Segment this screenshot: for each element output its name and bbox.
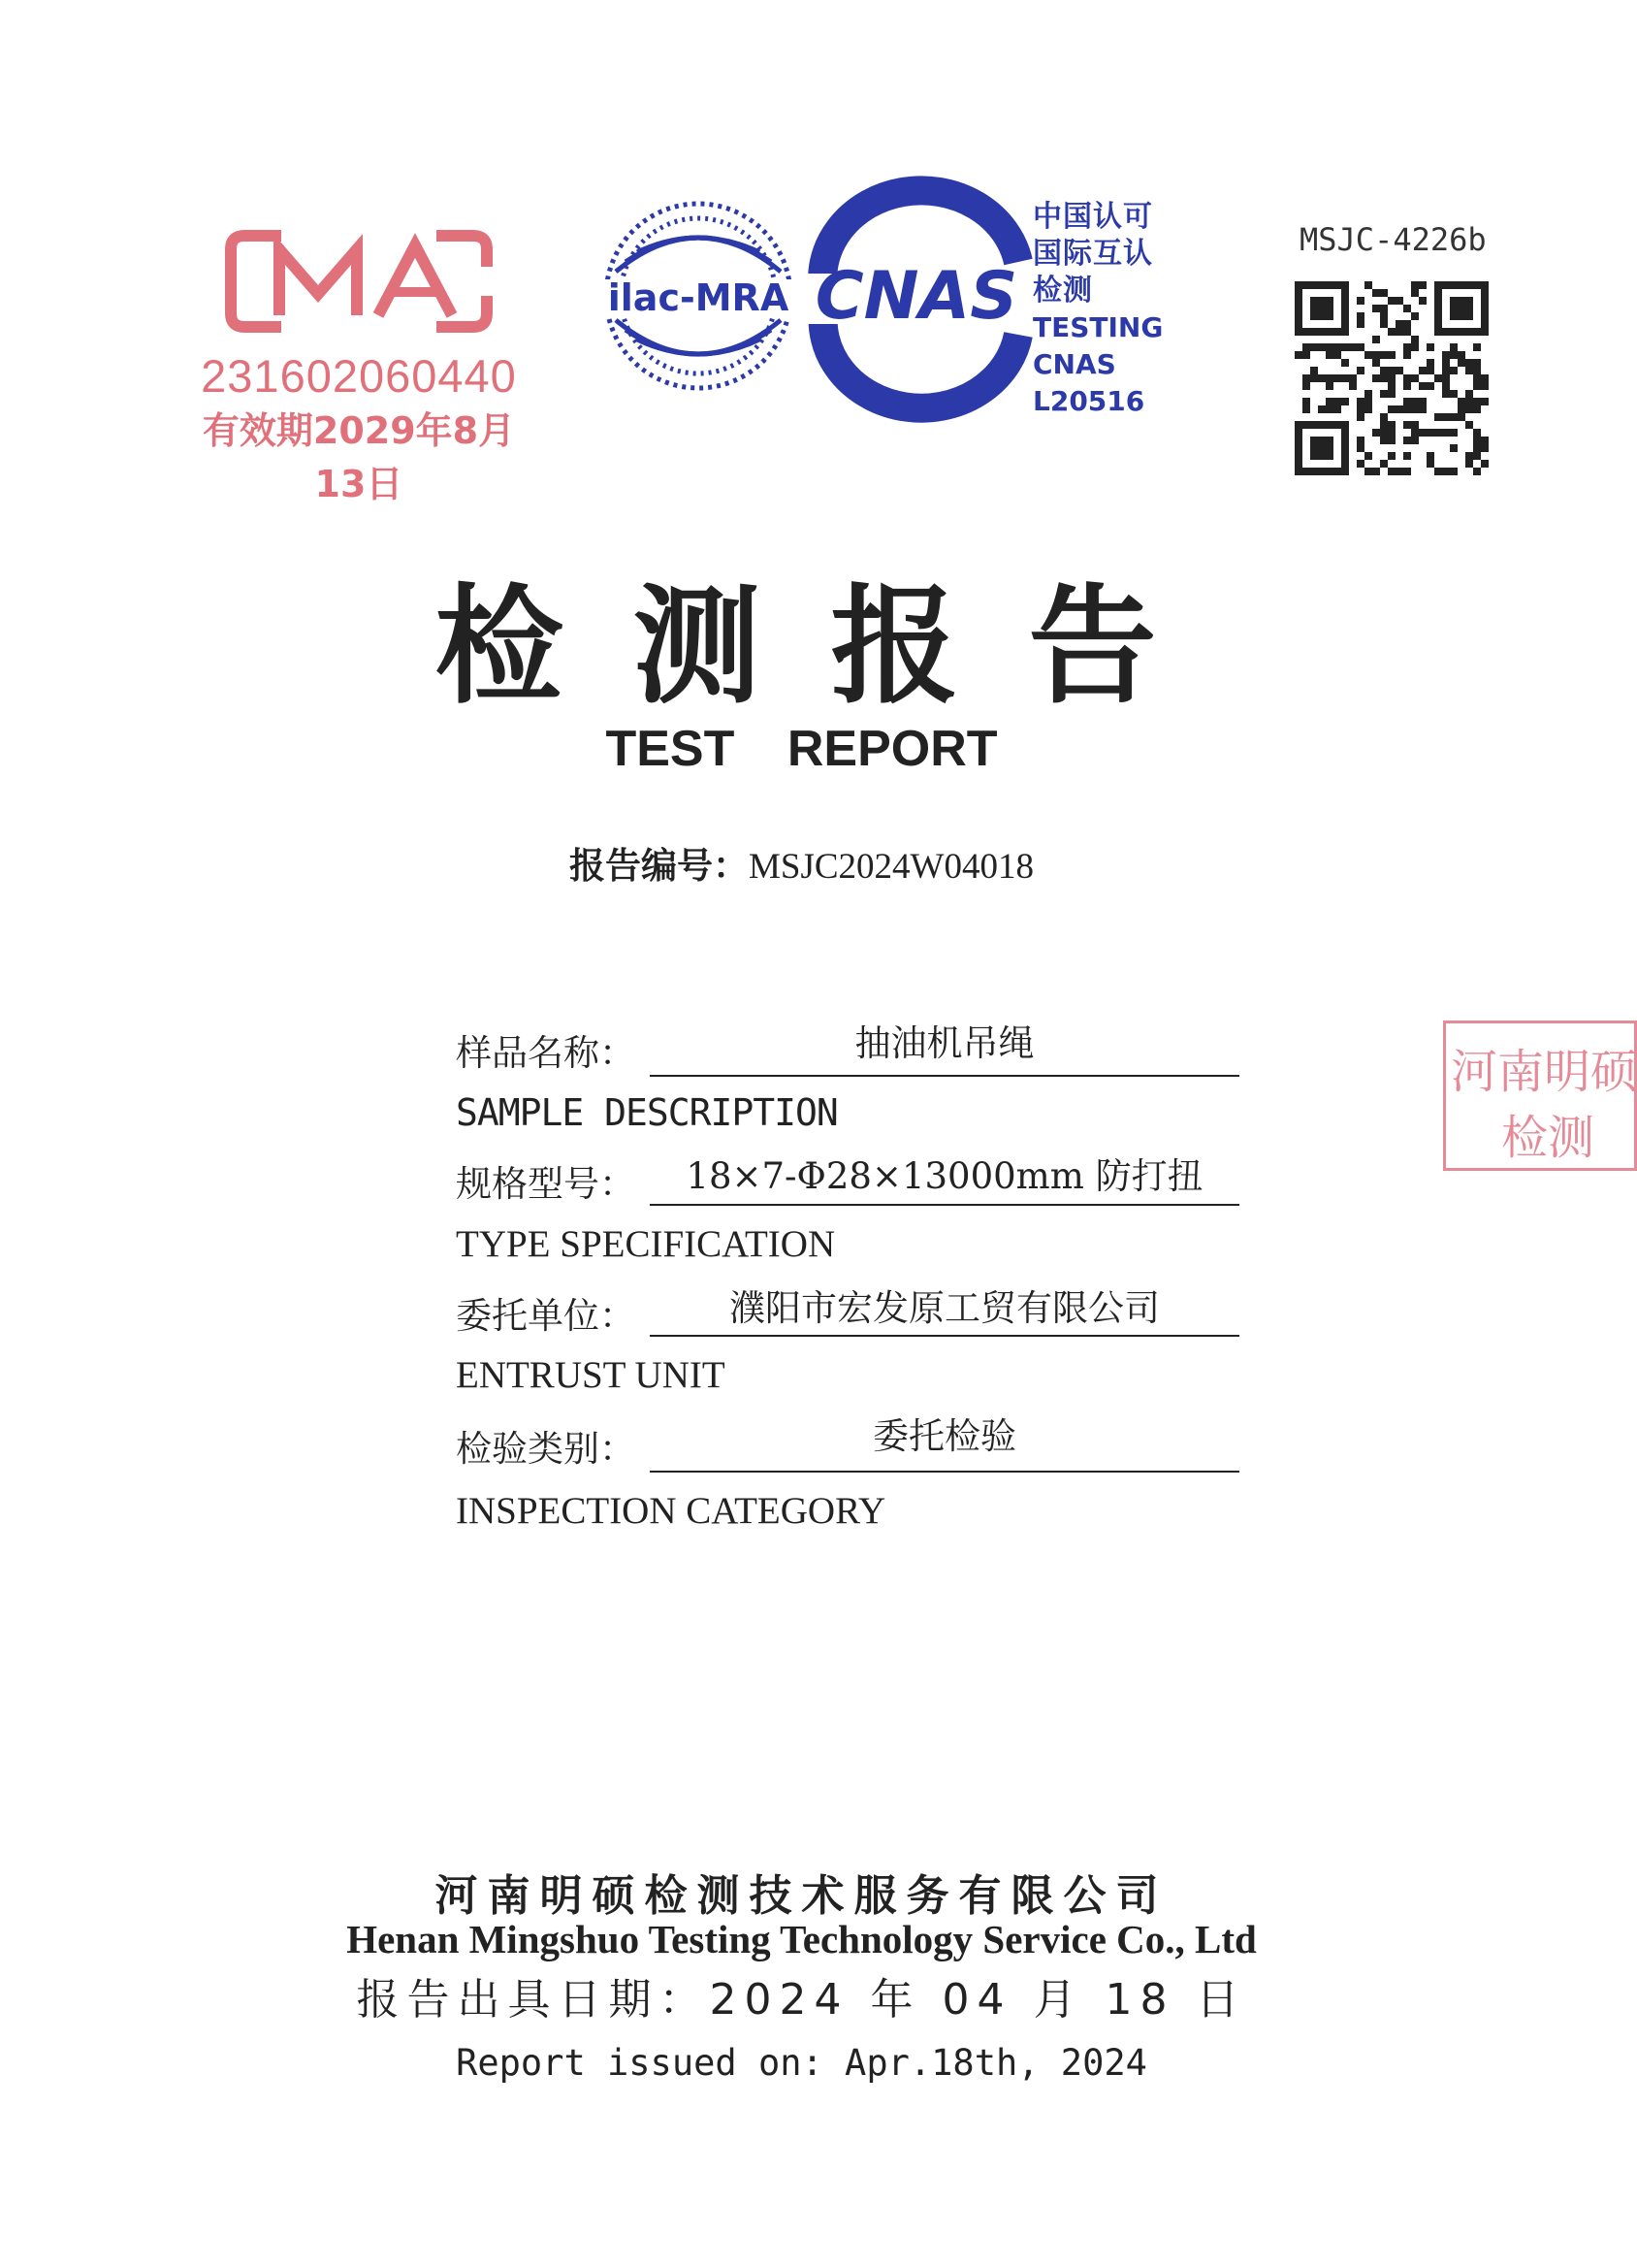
seal-text-line-1: 河南明硕 — [1451, 1045, 1637, 1099]
type-specification-label: TYPE SPECIFICATION — [456, 1223, 836, 1265]
ilac-mra-logo-text: ilac-MRA — [607, 276, 789, 319]
type-spec-label: 规格型号： — [456, 1163, 635, 1205]
seal-text-line-2: 检测 — [1501, 1111, 1595, 1165]
cnas-line-4: TESTING — [1033, 311, 1164, 343]
sample-name-underline — [650, 1075, 1239, 1077]
ilac-mra-logo-icon — [596, 194, 800, 398]
cma-number: 231602060440 — [201, 350, 517, 402]
report-number-label: 报告编号： — [569, 845, 749, 887]
cma-logo-icon — [223, 218, 495, 344]
issue-date-cn: 报告出具日期：2024 年 04 月 18 日 — [356, 1975, 1247, 2025]
cma-seal — [199, 218, 519, 505]
cma-validity-date: 有效期2029年8月13日 — [202, 409, 516, 505]
form-code: MSJC-4226b — [1300, 221, 1487, 258]
qr-code-graphic — [1295, 281, 1489, 475]
report-title-cn: 检测报告 — [434, 571, 1227, 722]
company-name-cn: 河南明硕检测技术服务有限公司 — [434, 1871, 1169, 1921]
report-number — [0, 836, 1603, 889]
cnas-line-1: 中国认可 — [1033, 200, 1153, 234]
type-spec-value: 18×7-Φ28×13000mm 防打扭 — [686, 1155, 1204, 1197]
cnas-line-2: 国际互认 — [1033, 237, 1153, 271]
cnas-logo — [800, 204, 1033, 388]
entrust-unit-value: 濮阳市宏发原工贸有限公司 — [729, 1287, 1160, 1329]
inspection-category-value: 委托检验 — [873, 1415, 1016, 1457]
entrust-unit-en-label: ENTRUST UNIT — [456, 1354, 725, 1396]
cnas-logo-text: CNAS — [815, 258, 1018, 335]
sample-name-value: 抽油机吊绳 — [854, 1022, 1035, 1064]
sample-name-label: 样品名称： — [456, 1032, 635, 1074]
entrust-unit-label: 委托单位： — [456, 1295, 635, 1337]
company-seal-partial — [1443, 1021, 1637, 1171]
cnas-accreditation-text — [1033, 199, 1188, 420]
cnas-logo-icon — [800, 204, 1033, 388]
company-name-en: Henan Mingshuo Testing Technology Service Co., Ltd — [346, 1917, 1257, 1961]
issue-date-en: Report issued on: Apr.18th, 2024 — [456, 2042, 1147, 2084]
report-number-value: MSJC2024W04018 — [749, 847, 1034, 887]
inspection-category-label: 检验类别： — [456, 1428, 635, 1470]
ilac-mra-logo — [596, 194, 800, 398]
sample-description-label: SAMPLE DESCRIPTION — [456, 1091, 838, 1134]
entrust-unit-underline — [650, 1335, 1239, 1337]
inspection-category-en-label: INSPECTION CATEGORY — [456, 1490, 886, 1532]
inspection-category-underline — [650, 1471, 1239, 1473]
cnas-line-3: 检测 — [1033, 274, 1093, 308]
cnas-line-5: CNAS L20516 — [1033, 348, 1145, 417]
report-title-en: TEST REPORT — [605, 721, 998, 777]
qr-code-icon — [1295, 281, 1489, 475]
type-spec-underline — [650, 1204, 1239, 1206]
